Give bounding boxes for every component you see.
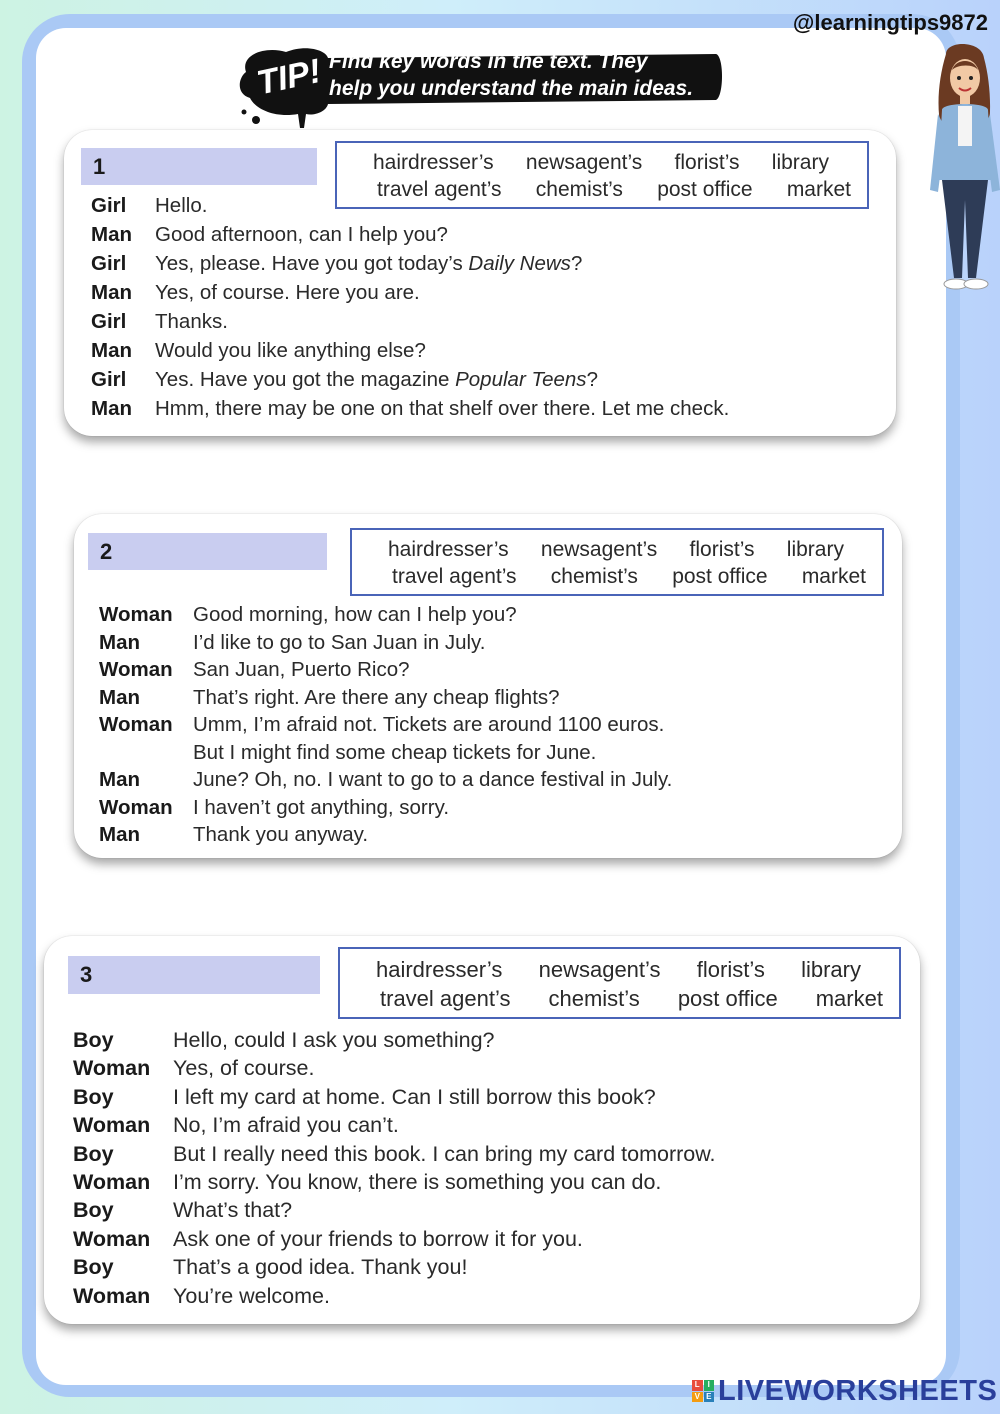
speaker [99,739,193,767]
utterance: But I really need this book. I can bring my card tomorrow. [173,1141,716,1166]
speaker: Man [91,339,132,362]
speaker: Man [99,685,140,709]
speaker: Man [99,630,140,654]
liveworksheets-logo-icon [692,1380,714,1402]
speaker: Girl [91,368,127,391]
utterance: I’m sorry. You know, there is something you can do. [173,1170,662,1195]
tip-line-1: Find key words in the text. They [329,50,648,73]
utterance: Would you like anything else? [155,339,426,362]
dialogue-line [91,249,729,278]
word-option[interactable]: florist’s [674,151,740,174]
speaker: Boy [73,1084,114,1109]
utterance: Hello, could I ask you something? [173,1028,495,1052]
utterance: Good morning, how can I help you? [193,603,517,626]
utterance: No, I’m afraid you can’t. [173,1113,399,1138]
dialogue-line [73,1083,716,1111]
word-option[interactable]: chemist’s [548,986,640,1011]
dialogue-line [73,1253,716,1281]
dialogue-line [91,191,729,220]
speaker: Woman [99,795,173,819]
utterance: Hmm, there may be one on that shelf over there. Let me check. [155,397,730,420]
speaker: Woman [73,1283,151,1308]
word-option[interactable]: travel agent’s [377,178,502,201]
word-option[interactable]: hairdresser’s [376,957,503,982]
dialogue-line [91,278,729,307]
speaker: Boy [73,1141,114,1166]
section-number: 2 [100,538,113,564]
word-row-1 [340,955,899,984]
dialogue-line [99,656,672,684]
logo-letter: L [692,1380,703,1391]
dialogue-line [73,1282,716,1310]
speaker: Man [91,397,132,420]
word-option[interactable]: post office [672,565,768,588]
utterance: Good afternoon, can I help you? [155,223,448,246]
tip-badge: TIP! [253,51,325,103]
word-row-1 [337,149,867,176]
author-handle: @learningtips9872 [792,10,988,35]
speaker: Woman [73,1113,151,1138]
word-option[interactable]: travel agent’s [380,986,511,1011]
logo-wordmark: LIVEWORKSHEETS [718,1374,998,1407]
word-option[interactable]: florist’s [689,538,755,561]
word-option[interactable]: newsagent’s [540,538,658,561]
speaker: Man [91,281,132,304]
magazine-title: Popular Teens [455,368,587,391]
section-number: 1 [93,153,106,179]
speaker: Girl [91,310,127,333]
section-number-bar [81,148,317,185]
word-option[interactable]: hairdresser’s [373,151,494,174]
utterance: Thank you anyway. [193,823,369,846]
dialogue-line [73,1054,716,1082]
utterance: But I might find some cheap tickets for June. [193,740,597,764]
utterance [155,365,598,394]
newspaper-title: Daily News [468,252,571,275]
utterance: Yes, of course. [173,1056,315,1081]
dialogue-line [73,1168,716,1196]
word-option[interactable]: chemist’s [535,178,623,201]
word-option[interactable]: newsagent’s [538,957,661,982]
dialogue-line [99,739,672,767]
dialogue-2 [99,601,672,849]
dialogue-line [91,365,729,394]
utterance [155,249,582,278]
dialogue-card-3 [44,936,920,1324]
speaker: Boy [73,1028,114,1052]
dialogue-line [99,711,672,739]
word-option[interactable]: library [771,151,829,174]
speaker: Man [91,223,132,246]
logo-letter: E [704,1392,715,1403]
utterance: I left my card at home. Can I still borrow this book? [173,1084,656,1109]
dialogue-line [99,684,672,712]
word-option[interactable]: newsagent’s [525,151,643,174]
section-number-bar [88,533,327,570]
dialogue-card-1 [64,130,896,436]
logo-letter: I [704,1380,715,1391]
logo-letter: V [692,1392,703,1403]
utterance: Yes, of course. Here you are. [155,281,420,304]
dialogue-3 [73,1026,716,1310]
utterance: San Juan, Puerto Rico? [193,658,410,681]
utterance: I haven’t got anything, sorry. [193,795,450,819]
dialogue-line [73,1026,716,1054]
word-box [338,947,901,1019]
dialogue-line [73,1140,716,1168]
word-option[interactable]: post office [677,986,778,1011]
dialogue-card-2 [74,514,902,858]
dialogue-line [99,629,672,657]
speaker: Boy [73,1255,114,1280]
utterance-text: Yes. Have you got the magazine [155,368,456,391]
utterance: That’s right. Are there any cheap flights? [193,685,560,709]
dialogue-line [91,307,729,336]
utterance: Ask one of your friends to borrow it for you. [173,1226,583,1251]
liveworksheets-logo[interactable] [692,1374,997,1408]
speaker: Girl [91,252,127,275]
word-box [350,528,884,596]
dialogue-line [99,821,672,849]
dialogue-line [99,601,672,629]
dialogue-1 [91,191,729,423]
word-row-2 [352,563,882,590]
word-option[interactable]: library [801,957,861,982]
word-row-1 [352,536,882,563]
tip-text [329,48,729,102]
speaker: Man [99,823,140,846]
speaker: Woman [73,1170,151,1195]
speaker: Woman [99,603,173,626]
dialogue-line [73,1225,716,1253]
teacher-avatar [928,40,1000,290]
dialogue-line [99,794,672,822]
utterance: That’s a good idea. Thank you! [173,1255,468,1280]
word-option[interactable]: hairdresser’s [388,538,509,561]
utterance-end: ? [570,252,583,275]
speaker: Boy [73,1198,114,1223]
word-option[interactable]: travel agent’s [392,565,517,588]
word-option[interactable]: chemist’s [550,565,638,588]
word-option[interactable]: market [786,178,851,201]
dialogue-line [73,1196,716,1224]
word-option[interactable]: market [801,565,866,588]
dialogue-line [91,394,729,423]
utterance: What’s that? [173,1198,293,1223]
speaker: Woman [99,658,173,681]
utterance: June? Oh, no. I want to go to a dance festival in July. [193,768,673,791]
section-number-bar [68,956,320,994]
word-option[interactable]: library [786,538,844,561]
dialogue-line [73,1111,716,1139]
utterance-end: ? [586,368,598,391]
dialogue-line [91,336,729,365]
dialogue-line [91,220,729,249]
word-option[interactable]: post office [657,178,753,201]
speaker: Woman [99,713,173,736]
tip-banner [236,44,726,130]
speaker: Woman [73,1056,151,1081]
dialogue-line [99,766,672,794]
utterance: Hello. [155,194,208,217]
utterance: Umm, I’m afraid not. Tickets are around 1100 euros. [193,713,665,736]
tip-line-2: help you understand the main ideas. [329,77,694,100]
speaker: Girl [91,194,127,217]
speaker: Man [99,768,140,791]
section-number: 3 [80,962,93,987]
utterance: Thanks. [155,310,228,333]
utterance: I’d like to go to San Juan in July. [193,630,486,654]
utterance: You’re welcome. [173,1283,330,1308]
word-option[interactable]: florist’s [696,957,765,982]
word-row-2 [340,984,899,1013]
word-option[interactable]: market [815,986,883,1011]
speaker: Woman [73,1226,151,1251]
utterance-text: Yes, please. Have you got today’s [155,252,469,275]
